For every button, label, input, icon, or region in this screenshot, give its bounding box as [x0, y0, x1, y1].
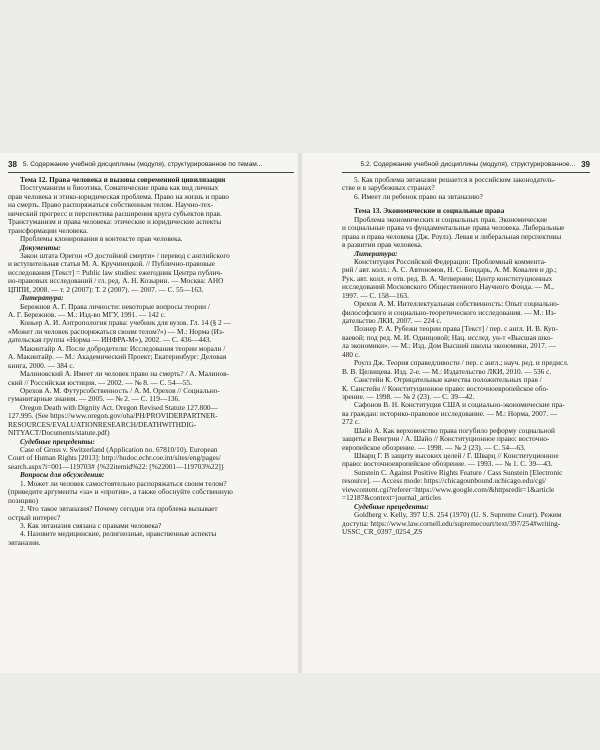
- text-line: право: восточноевропейское обозрение. — 1993. — № 1. С. 39—43.: [342, 460, 553, 469]
- text-line: но-правовых исследований / гл. ред. А. Н. Козырин. — Москва: АНО: [8, 277, 224, 286]
- text-line: нический прогресс и перспектива расширения круга субъектов прав.: [8, 209, 222, 218]
- text-line: 2. Что такое эвтаназия? Почему сегодня эта проблема вызывает: [20, 505, 218, 514]
- text-line: на смерть. Право распоряжаться собственным телом. Научно-тех-: [8, 201, 214, 210]
- text-line: Коньер А. И. Антропология права: учебник для вузов. Гл. 14 (§ 2 —: [20, 319, 231, 328]
- text-line: исследований Московского Общественного Научного Фонда. — М.,: [342, 283, 554, 292]
- text-line: Малиновский А. Имеет ли человек право на смерть? / А. Малинов-: [20, 370, 229, 379]
- text-line: 480 с.: [342, 350, 360, 359]
- text-line: защиты в Венгрии / А. Шайо // Конституционное право: восточно-: [342, 435, 550, 444]
- text-line: и социальные права vs фундаментальные права человека. Либеральные: [342, 224, 565, 233]
- text-line: прав человека и этико-юридическая проблема. Право на жизнь и право: [8, 192, 229, 201]
- right-page-number: 39: [581, 160, 590, 169]
- text-line: права и права человека (Дж. Роулз). Левая и либеральная перспективы: [342, 232, 562, 241]
- text-line: NITYACT/Documents/statute.pdf): [8, 429, 110, 438]
- text-line: Проблема экономических и социальных прав. Экономические: [354, 215, 548, 224]
- text-line: книга, 2000. — 384 с.: [8, 361, 75, 370]
- text-line: Шварц Г. В защиту высоких целей / Г. Шварц // Конституционное: [354, 452, 559, 460]
- right-page: [300, 153, 600, 673]
- text-line: А. Г. Бережнов. — М.: Изд-во МГУ, 1991. — 142 с.: [8, 311, 166, 319]
- text-line: ЦППИ, 2008. — т. 2 (2007): Т. 2 (2007). — 2007. — С. 55—163.: [8, 285, 204, 294]
- text-line: дательство ЛКИ, 2007. — 224 с.: [342, 317, 442, 325]
- text-line: В. В. Целищева. Изд. 2-е. — М.: Издательство ЛКИ, 2010. — 536 с.: [342, 367, 552, 376]
- section-subheading: Вопросы для обсуждения:: [20, 471, 105, 480]
- text-line: европейское обозрение. — 1998. — № 2 (23). — С. 54—63.: [342, 443, 526, 452]
- text-line: Court of Human Rights [2013]: http://hudoc.echr.coe.int/sites/eng/pages/: [8, 454, 221, 463]
- text-line: =12187&context=journal_articles: [342, 494, 442, 503]
- text-line: search.aspx?i=001—119703# {%22itemid%22: [%22001—119703%22]}: [8, 462, 225, 471]
- text-line: рий / авт. колл.: А. С. Автономов, Н. С. Бондарь, А. М. Ковалев и др.;: [342, 266, 557, 275]
- text-line: дательская группа «Норма — ИНФРА-М»), 2002. — С. 436—443.: [8, 336, 212, 345]
- text-line: 4. Назовите медицинские, религиозные, нравственные аспекты: [20, 530, 217, 539]
- text-line: ва граждан: историко-правовое исследование. — М.: Норма, 2007. —: [342, 409, 558, 418]
- text-line: Сафонов В. Н. Конституция США и социально-экономические пра-: [354, 401, 565, 410]
- text-line: Санстейн К. Отрицательные качества положительных прав /: [354, 376, 542, 385]
- text-line: Трансгуманизм и права человека: этические и юридические аспекты: [8, 218, 222, 227]
- text-line: Sunstein C. Against Positive Rights Feature / Cass Sunstein [Electronic: [354, 468, 563, 477]
- text-line: Постгуманизм и биоэтика. Соматические права как вид личных: [20, 184, 219, 193]
- text-line: философского и социально-теоретического исследования. — М.: Из-: [342, 308, 557, 317]
- text-line: острый интерес?: [8, 513, 61, 522]
- text-line: (приведите аргументы «за» и «против», а также обоснуйте собственную: [8, 488, 233, 497]
- text-line: 127.995. (See https://www.oregon.gov/oha/PH/PROVIDERPARTNER-: [8, 412, 218, 421]
- text-line: ваевой; под ред. М. И. Одинцовой; Нац. исслед. ун-т «Высшая шко-: [342, 333, 553, 342]
- text-line: Познер Р. А. Рубежи теории права [Текст] / пер. с англ. И. В. Куп-: [354, 325, 558, 334]
- left-page-body: [8, 176, 292, 547]
- text-line: Шайо А. Как верховенство права погубило реформу социальной: [354, 426, 555, 435]
- text-line: 3. Как эвтаназия связана с правами человека?: [20, 521, 162, 530]
- text-line: стве и в зарубежных странах?: [342, 184, 435, 193]
- text-line: Орехов А. М. Интеллектуальная собственность: Опыт социально-: [354, 300, 560, 309]
- left-running-head-text: 5. Содержание учебной дисциплины (модуля), структурированное по темам...: [22, 161, 263, 168]
- text-line: Goldberg v. Kelly, 397 U.S. 254 (1970) (U. S. Supreme Court). Режим: [354, 511, 562, 520]
- text-line: Бережнов А. Г. Права личности: некоторые вопросы теории /: [20, 302, 210, 311]
- text-line: USSC_CR_0397_0254_ZS: [342, 527, 423, 536]
- section-subheading: Судебные прецеденты:: [354, 502, 429, 511]
- text-line: 5. Как проблема эвтаназии решается в российском законодатель-: [354, 176, 556, 184]
- text-line: 272 с.: [342, 418, 360, 427]
- text-line: Закон штата Орегон «О достойной смерти» / перевод с английского: [20, 251, 230, 260]
- section-subheading: Документы:: [20, 243, 61, 252]
- text-line: Орехов А. М. Футурсобственность / А. М. Орехов // Социально-: [20, 386, 220, 395]
- text-line: К. Санстейн // Конституционное право: восточноевропейское обо-: [342, 384, 549, 393]
- text-line: Конституция Российской Федерации: Проблемный коммента-: [354, 257, 547, 266]
- topic-heading: Тема 13. Экономические и социальные права: [354, 207, 505, 216]
- text-line: трансформации человека.: [8, 226, 88, 235]
- text-line: Проблемы клонирования в контексте прав человека.: [20, 235, 183, 244]
- text-line: 1997. — С. 158—163.: [342, 291, 409, 300]
- section-subheading: Судебные прецеденты:: [20, 437, 95, 446]
- text-line: зрение. — 1998. — № 2 (23). — С. 39—42.: [342, 392, 475, 401]
- text-line: Рук. авт. колл. и отв. ред. В. А. Четвернин; Центр конституционных: [342, 274, 553, 283]
- text-line: исследования [Текст] = Public law studies: ежегодник Центра публич-: [8, 268, 223, 277]
- text-line: А. Макинтайр. — М.: Академический Проект; Екатеринбург: Деловая: [8, 353, 227, 362]
- left-page-number: 38: [8, 160, 17, 169]
- topic-heading: Тема 12. Права человека и вызовы современной цивилизации: [20, 176, 226, 184]
- text-line: 1. Может ли человек самостоятельно распоряжаться своим телом?: [20, 479, 227, 488]
- text-line: эвтаназии.: [8, 538, 41, 547]
- text-line: Oregon Death with Dignity Act. Oregon Revised Statute 127.800—: [20, 403, 218, 412]
- text-line: гуманитарные знания. — 2005. — № 2. — С. 119—136.: [8, 395, 180, 404]
- text-line: ский // Российская юстиция. — 2002. — № 8. — С. 54—55.: [8, 378, 192, 387]
- book-spread: [0, 153, 600, 673]
- text-line: viewcontent.cgi?referer=https://www.google.com/&httpsredir=1&article: [342, 485, 555, 494]
- left-header-rule: [8, 172, 294, 173]
- text-line: и вступительная статья М. А. Кручинецкой. // Публично-правовые: [8, 260, 215, 269]
- text-line: 6. Имеет ли ребенок право на эвтаназию?: [354, 192, 483, 201]
- text-line: в развитии прав человека.: [342, 241, 423, 250]
- text-line: «Может ли человек распоряжаться своим телом?») — М.: Норма (Из-: [8, 327, 225, 336]
- right-running-head-text: 5.2. Содержание учебной дисциплины (модуля), структурированное...: [360, 161, 576, 168]
- text-line: resource]. — Access mode: https://chicagounbound.uchicago.edu/cgi/: [342, 477, 547, 486]
- right-header-rule: [342, 172, 590, 173]
- text-line: Макинтайр А. После добродетели: Исследования теории морали /: [20, 344, 226, 353]
- text-line: ла экономики». — М.: Изд. Дом Высшей школы экономики, 2017. —: [342, 342, 556, 351]
- text-line: Case of Gross v. Switzerland (Application no. 67810/10). European: [20, 446, 218, 454]
- text-line: доступа: https://www.law.cornell.edu/supremecourt/text/397/254#writing-: [342, 519, 561, 528]
- left-running-head: [8, 159, 294, 171]
- text-line: позицию): [8, 496, 39, 505]
- section-subheading: Литература:: [20, 294, 64, 303]
- right-page-body: [342, 176, 590, 536]
- left-page: [0, 153, 300, 673]
- text-line: Роулз Дж. Теория справедливости / пер. с англ.; науч. ред. и предисл.: [354, 359, 569, 368]
- text-line: RESOURCES/EVALUATIONRESEARCH/DEATHWITHDIG-: [8, 420, 197, 429]
- section-subheading: Литература:: [354, 249, 398, 258]
- right-running-head: [342, 159, 590, 171]
